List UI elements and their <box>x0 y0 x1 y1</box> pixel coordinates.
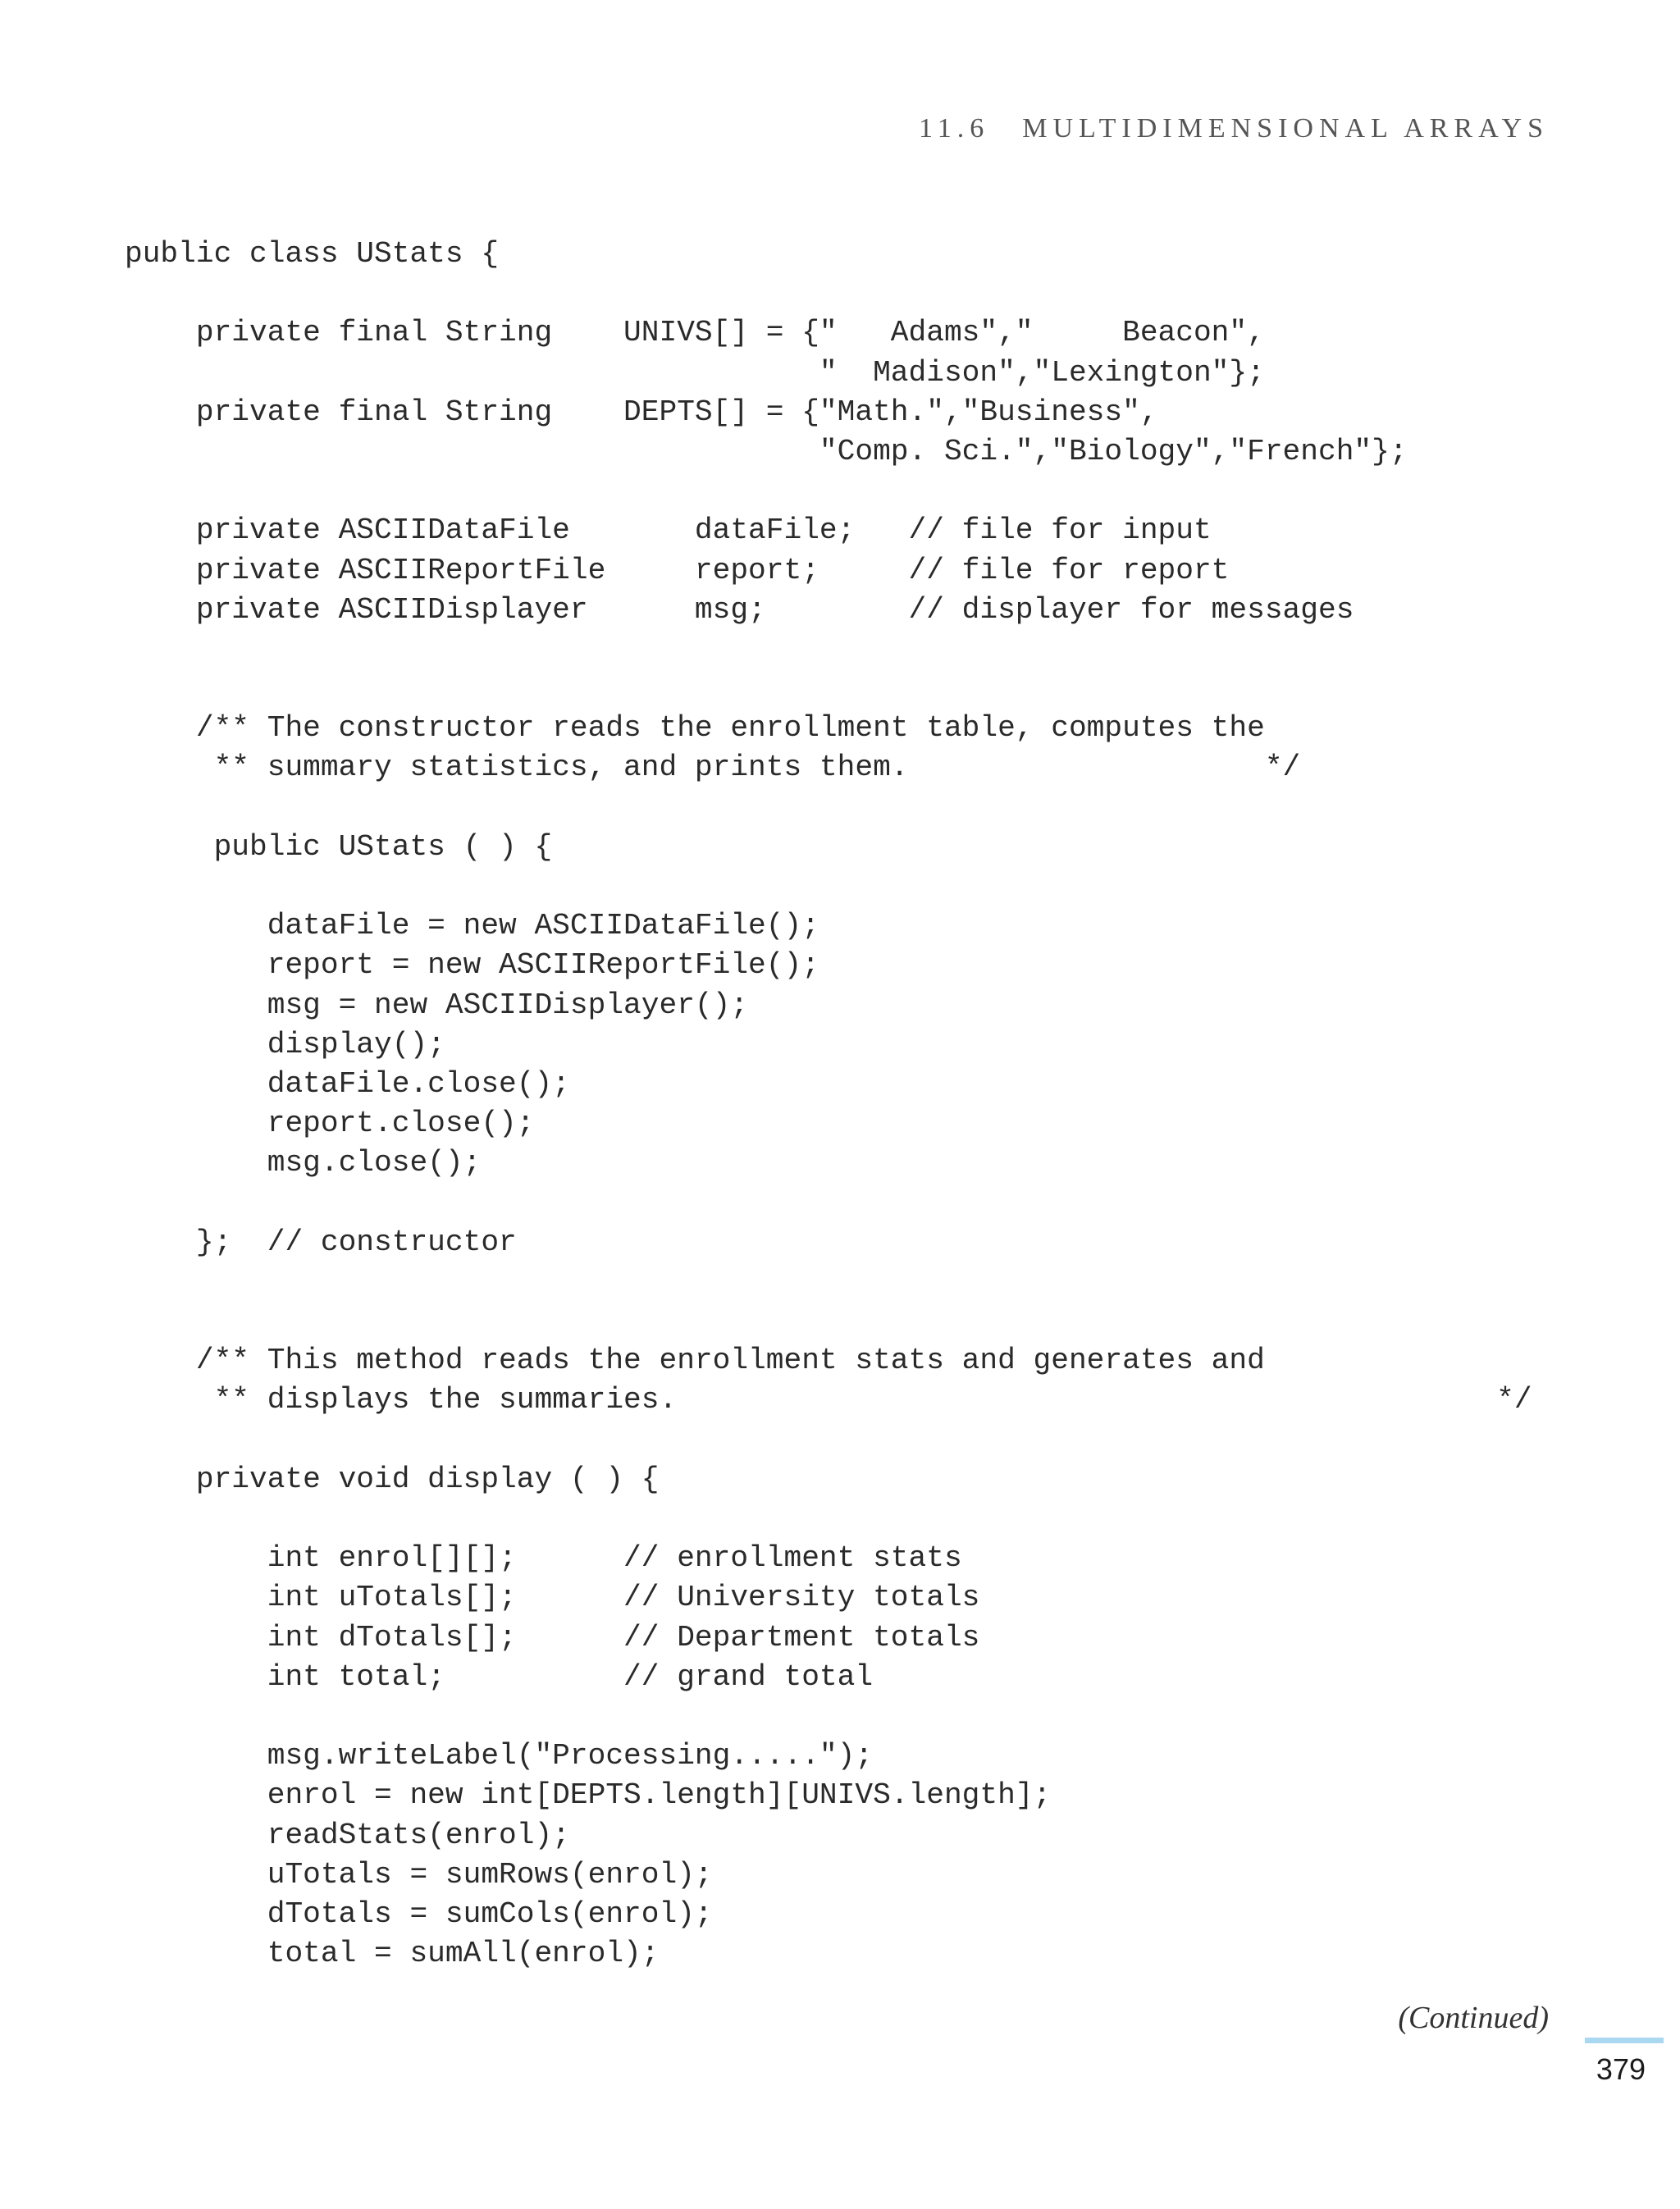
code-line: private ASCIIDataFile dataFile; // file for input <box>125 513 1212 548</box>
code-line: " Madison","Lexington"}; <box>125 355 1265 390</box>
code-line <box>125 1302 1532 1341</box>
code-line: public class UStats { <box>125 237 500 271</box>
section-number: 11.6 <box>918 113 990 144</box>
code-line: dataFile = new ASCIIDataFile(); <box>125 909 819 943</box>
code-line: private ASCIIReportFile report; // file for report <box>125 553 1230 587</box>
code-line: private final String DEPTS[] = {"Math.","Business", <box>125 395 1158 429</box>
code-line: /** This method reads the enrollment stats and generates and <box>125 1344 1265 1378</box>
code-line: total = sumAll(enrol); <box>125 1937 660 1971</box>
page-number: 379 <box>1596 2052 1646 2086</box>
code-line: msg.writeLabel("Processing....."); <box>125 1739 874 1773</box>
code-line <box>125 472 1532 511</box>
code-line: uTotals = sumRows(enrol); <box>125 1857 713 1892</box>
code-line <box>125 788 1532 828</box>
code-line: ** summary statistics, and prints them. */ <box>125 751 1301 785</box>
code-line: display(); <box>125 1027 445 1061</box>
code-line <box>125 1184 1532 1223</box>
code-line <box>125 1697 1532 1737</box>
code-listing <box>125 235 1532 1974</box>
code-line: enrol = new int[DEPTS.length][UNIVS.length]; <box>125 1778 1052 1813</box>
code-line: int dTotals[]; // Department totals <box>125 1620 980 1654</box>
running-head <box>919 113 1549 144</box>
code-line <box>125 669 1532 709</box>
code-line: private final String UNIVS[] = {" Adams"," Beacon", <box>125 316 1265 350</box>
code-line: dTotals = sumCols(enrol); <box>125 1896 713 1931</box>
code-line: readStats(enrol); <box>125 1818 570 1852</box>
code-line <box>125 1499 1532 1539</box>
code-line: public UStats ( ) { <box>125 829 553 864</box>
code-line: private ASCIIDisplayer msg; // displayer for messages <box>125 592 1354 627</box>
code-line: report = new ASCIIReportFile(); <box>125 948 819 983</box>
code-line <box>125 1262 1532 1302</box>
code-line: /** The constructor reads the enrollment table, computes the <box>125 711 1265 746</box>
code-line <box>125 630 1532 669</box>
page-number-rule <box>1585 2038 1664 2043</box>
code-line: msg = new ASCIIDisplayer(); <box>125 988 749 1022</box>
code-line: int enrol[][]; // enrollment stats <box>125 1541 962 1576</box>
code-line: }; // constructor <box>125 1225 517 1259</box>
code-line: int total; // grand total <box>125 1659 874 1694</box>
code-line <box>125 867 1532 906</box>
code-line <box>125 274 1532 313</box>
code-line <box>125 1421 1532 1460</box>
code-line: report.close(); <box>125 1107 535 1141</box>
continued-note: (Continued) <box>1398 2001 1549 2035</box>
code-line: int uTotals[]; // University totals <box>125 1581 980 1615</box>
code-line: dataFile.close(); <box>125 1066 570 1101</box>
section-title: MULTIDIMENSIONAL ARRAYS <box>1022 113 1549 144</box>
code-line: "Comp. Sci.","Biology","French"}; <box>125 434 1408 468</box>
code-line: ** displays the summaries. */ <box>125 1383 1532 1417</box>
code-line: msg.close(); <box>125 1146 482 1180</box>
code-line: private void display ( ) { <box>125 1462 660 1496</box>
